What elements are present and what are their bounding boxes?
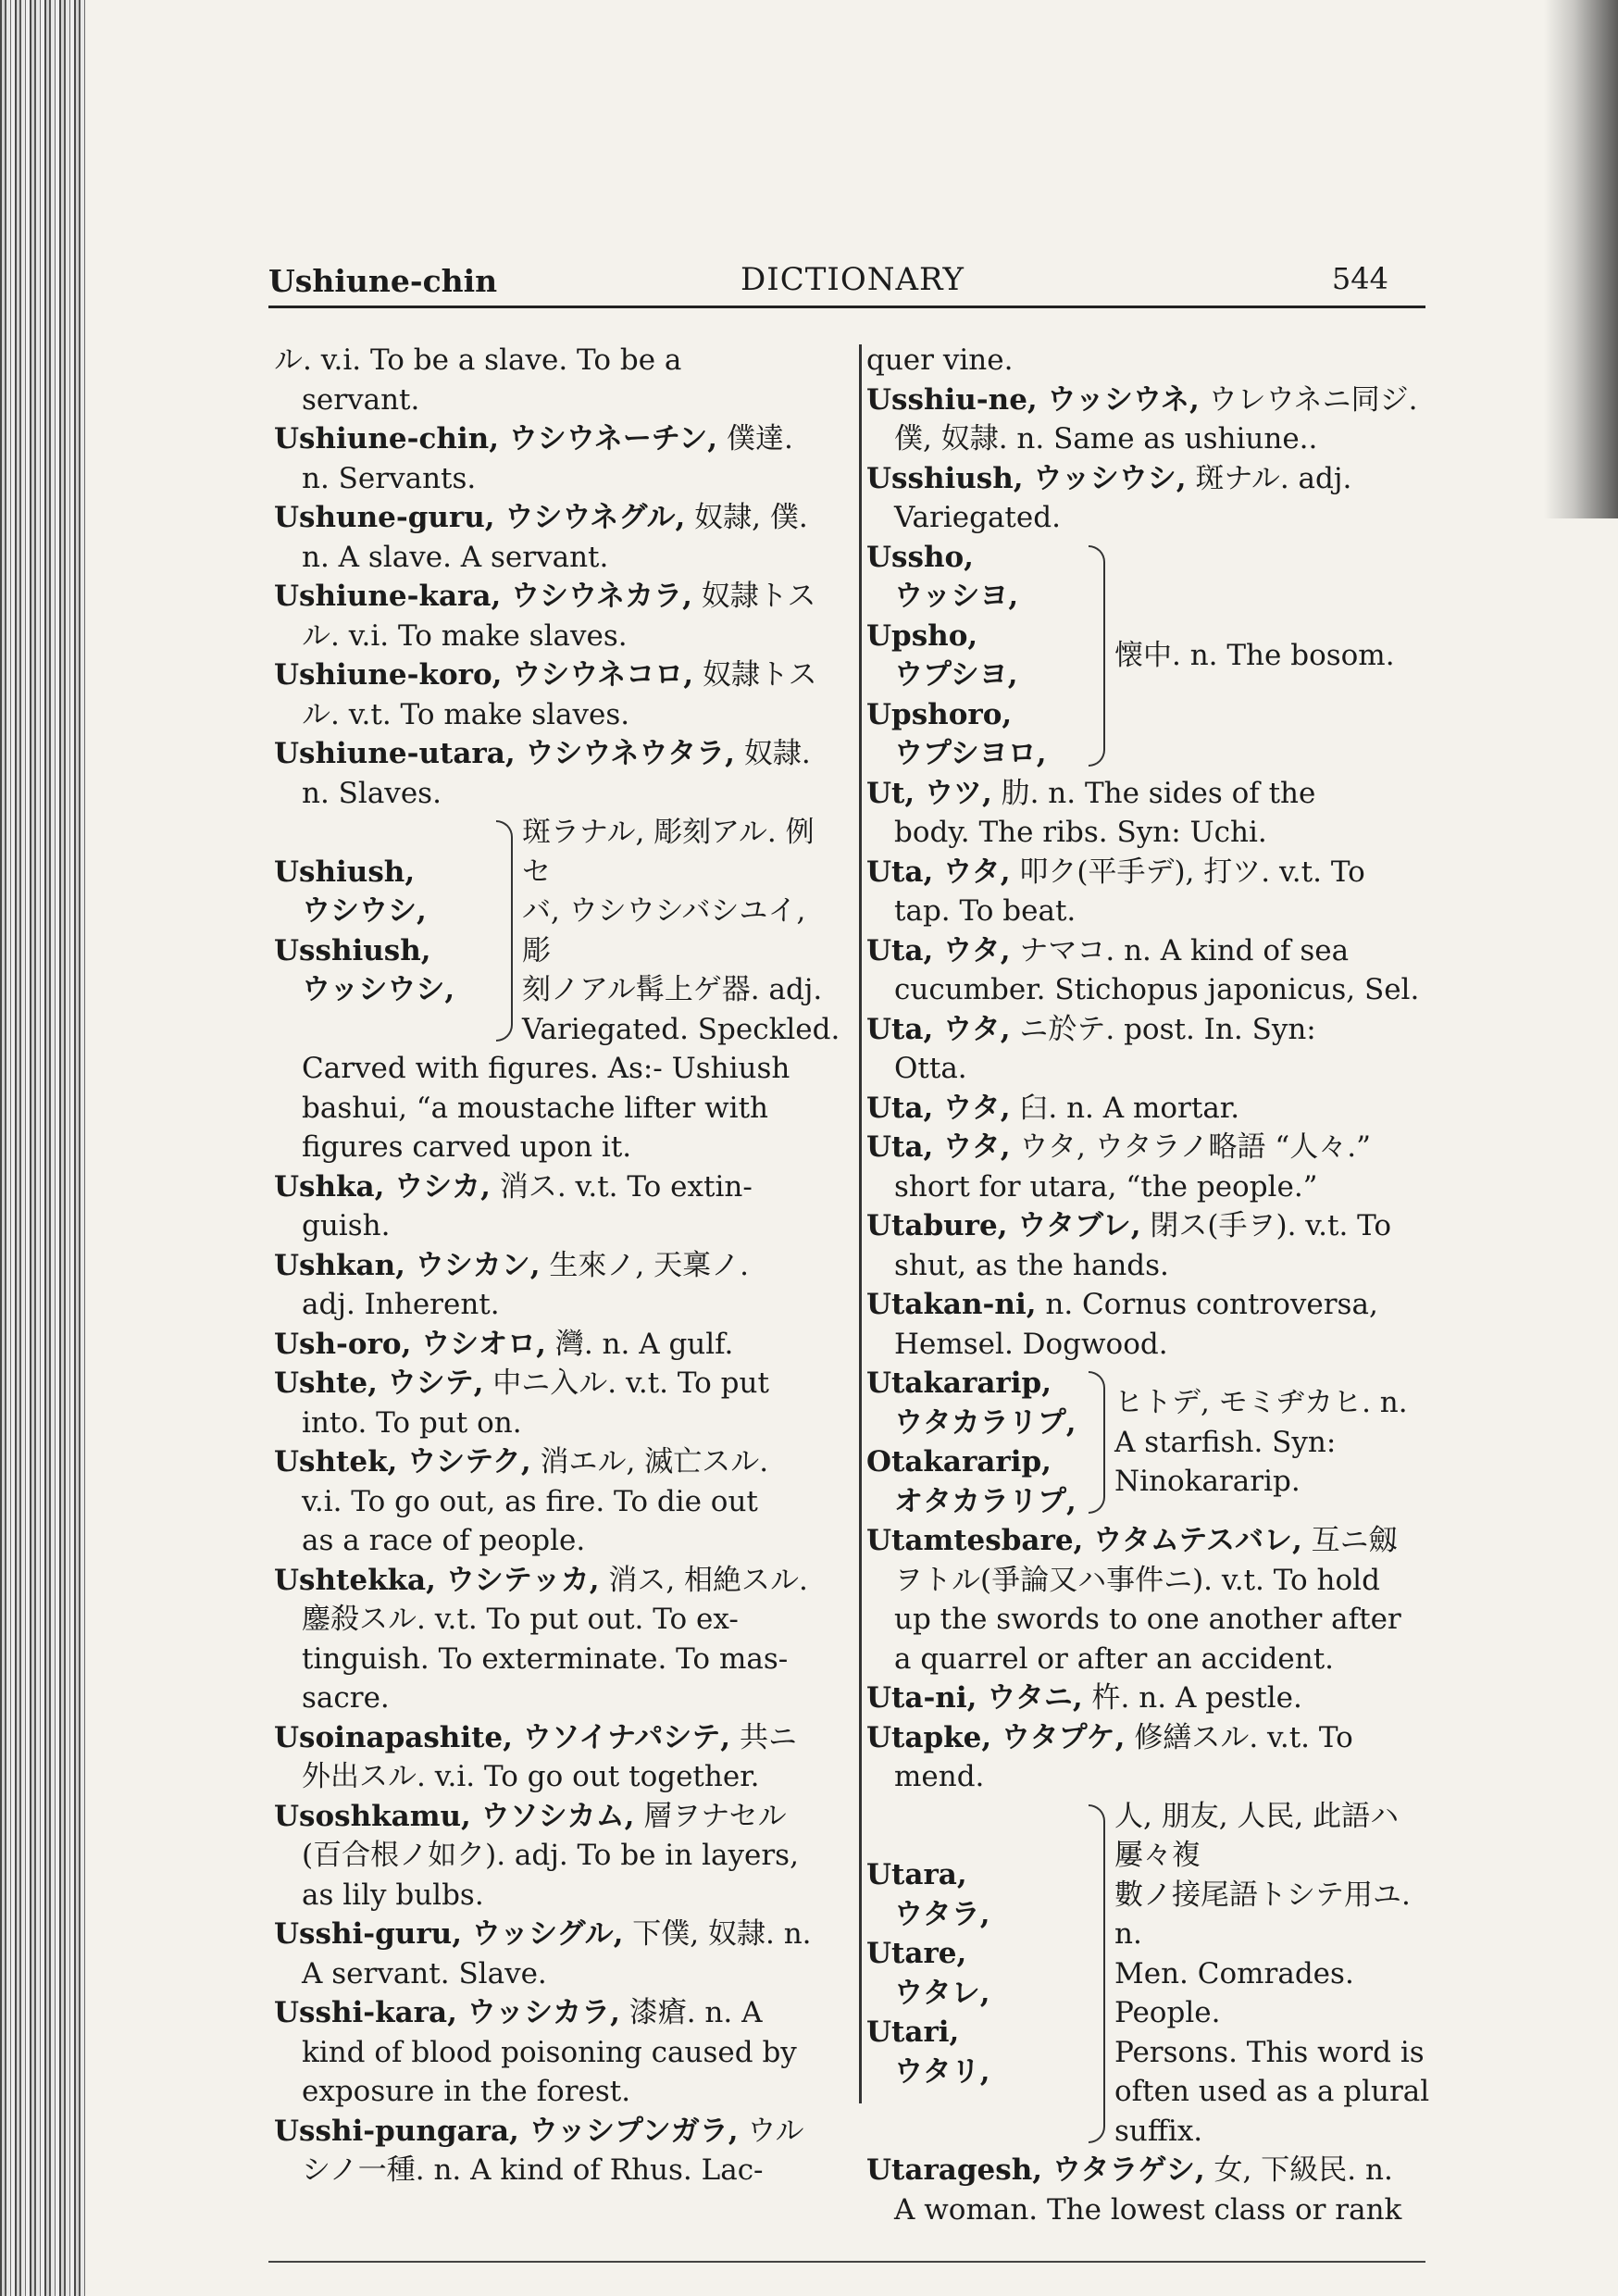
grouped-entry xyxy=(866,1364,1433,1521)
entry-first-line xyxy=(274,1167,840,1207)
entry-continuation-line: guish. xyxy=(302,1209,391,1242)
entry-first-line xyxy=(274,1246,840,1286)
grouped-headwords xyxy=(274,853,496,1010)
running-head-left: Ushiune-chin xyxy=(268,263,498,299)
headword: オタカラリプ, xyxy=(894,1484,1077,1518)
entry-first-line xyxy=(866,459,1433,499)
footer-rule xyxy=(268,2261,1425,2263)
entry-first-line xyxy=(274,655,840,695)
definition-text: 互ニ劔 xyxy=(1301,1524,1398,1557)
entry-first-line xyxy=(274,341,840,381)
definition-text: 消ス, 相絶スル. xyxy=(599,1563,808,1597)
definition-line: suffix. xyxy=(1114,2114,1203,2148)
dictionary-entry xyxy=(866,853,1433,931)
dictionary-entry xyxy=(866,1285,1433,1364)
definition-line: often used as a plural xyxy=(1114,2075,1430,2108)
entry-first-line xyxy=(866,774,1433,814)
grouped-headwords xyxy=(866,1364,1089,1521)
headword: Utamtesbare, ウタムテスバレ, xyxy=(866,1524,1302,1557)
headword: Uta, ウタ, xyxy=(866,1091,1011,1125)
definition-text: n. Cornus controversa, xyxy=(1036,1288,1378,1321)
headword: Uta, ウタ, xyxy=(866,855,1011,889)
headword: Upsho, xyxy=(866,618,978,653)
headword: Utakararip, xyxy=(866,1366,1052,1400)
definition-line: 刻ノアル髯上ゲ器. adj. xyxy=(522,973,823,1006)
definition-line: Variegated. Speckled. xyxy=(522,1012,840,1046)
headword: Ushiune-kara, ウシウネカラ, xyxy=(274,580,692,613)
definition-text: 女, 下級民. n. xyxy=(1204,2153,1393,2187)
headword: Ushtek, ウシテク, xyxy=(274,1445,531,1479)
definition-text: ウタ, ウタラノ略語 “人々.” xyxy=(1010,1130,1371,1164)
definition-text: ル. v.i. To be a slave. To be a xyxy=(274,343,682,377)
grouped-headwords xyxy=(866,1855,1089,2091)
definition-text: ナマコ. n. A kind of sea xyxy=(1010,933,1350,967)
headword: Usoshkamu, ウソシカム, xyxy=(274,1799,635,1833)
dictionary-entry xyxy=(866,1678,1433,1718)
headword: Utabure, ウタブレ, xyxy=(866,1209,1141,1242)
entry-first-line xyxy=(274,1915,840,1954)
entry-continuation-line: tinguish. To exterminate. To mas- xyxy=(302,1641,789,1676)
page-number: 544 xyxy=(1331,261,1388,296)
definition-text: 叩ク(平手デ), 打ツ. v.t. To xyxy=(1010,855,1365,889)
running-head-center: DICTIONARY xyxy=(741,261,965,298)
entry-continuation-line: tap. To beat. xyxy=(894,894,1077,928)
entry-first-line xyxy=(274,1561,840,1601)
definition-text: 下僕, 奴隷. n. xyxy=(623,1917,812,1951)
dictionary-entry xyxy=(866,1010,1433,1089)
dictionary-entry xyxy=(274,577,840,655)
entry-first-line xyxy=(866,381,1433,420)
definition-line: Ninokararip. xyxy=(1114,1465,1301,1499)
book-spine-edge xyxy=(0,0,85,2296)
headword: Utakan-ni, xyxy=(866,1288,1037,1321)
entry-continuation-line: シノ一種. n. A kind of Rhus. Lac- xyxy=(302,2153,764,2187)
entry-first-line xyxy=(274,1718,840,1758)
header-rule xyxy=(268,306,1425,308)
dictionary-entry xyxy=(274,2112,840,2190)
dictionary-entry xyxy=(274,1442,840,1561)
entry-first-line xyxy=(866,1128,1433,1167)
headword: Ushte, ウシテ, xyxy=(274,1366,484,1400)
entry-first-line xyxy=(274,1364,840,1404)
entry-first-line xyxy=(866,2151,1433,2190)
headword: Uta, ウタ, xyxy=(866,1130,1011,1164)
headword: Ushiush, xyxy=(274,855,416,889)
definition-line: バ, ウシウシバシユイ, 彫 xyxy=(522,894,806,967)
dictionary-entry xyxy=(274,1561,840,1718)
definition-text: 肋. n. The sides of the xyxy=(991,776,1316,810)
entry-continuation-line: mend. xyxy=(894,1760,985,1793)
definition-text: 修繕スル. v.t. To xyxy=(1125,1720,1353,1754)
headword: Usshiu-ne, ウッシウネ, xyxy=(866,382,1200,417)
entry-continuation-line: ル. v.i. To make slaves. xyxy=(302,618,628,653)
dictionary-entry xyxy=(866,1206,1433,1285)
dictionary-entry xyxy=(274,341,840,419)
dictionary-entry xyxy=(274,1325,840,1365)
headword: Ushka, ウシカ, xyxy=(274,1169,491,1204)
headword: Utara, xyxy=(866,1858,967,1892)
dictionary-entry xyxy=(274,1797,840,1915)
dictionary-entry xyxy=(866,381,1433,459)
headword: ウタリ, xyxy=(894,2054,990,2089)
grouped-definition xyxy=(1114,636,1433,676)
definition-line: Persons. This word is xyxy=(1114,2035,1425,2069)
headword: Usshi-pungara, ウッシプンガラ, xyxy=(274,2114,739,2148)
entry-continuation-line: Variegated. xyxy=(894,501,1061,534)
definition-text: 層ヲナセル xyxy=(634,1799,787,1833)
definition-text: 斑ナル. adj. xyxy=(1186,461,1352,495)
entry-continuation-line: v.i. To go out, as fire. To die out xyxy=(302,1484,758,1518)
definition-line: 數ノ接尾語トシテ用ユ. n. xyxy=(1114,1878,1411,1951)
entry-continuation-line: up the swords to one another after xyxy=(894,1603,1401,1636)
definition-text: 閉ス(手ヲ). v.t. To xyxy=(1140,1209,1392,1242)
entry-continuation-line: 鏖殺スル. v.t. To put out. To ex- xyxy=(302,1603,739,1636)
headword: Utari, xyxy=(866,2015,960,2050)
entry-continuation-line: a quarrel or after an accident. xyxy=(894,1641,1335,1676)
dictionary-entry xyxy=(866,1718,1433,1797)
grouped-entry xyxy=(866,538,1433,774)
entry-continuation-line: Carved with figures. As:- Ushiush xyxy=(302,1052,790,1085)
dictionary-entry xyxy=(866,459,1433,538)
dictionary-entry xyxy=(274,1364,840,1442)
entry-first-line xyxy=(866,853,1433,892)
definition-line: 斑ラナル, 彫刻アル. 例セ xyxy=(522,816,815,889)
entry-continuation-line: into. To put on. xyxy=(302,1405,522,1440)
entry-first-line xyxy=(274,1325,840,1365)
headword: Ushune-guru, ウシウネグル, xyxy=(274,501,686,534)
dictionary-entry xyxy=(866,1128,1433,1206)
headword: Usshi-guru, ウッシグル, xyxy=(274,1917,624,1951)
headword: Uta-ni, ウタニ, xyxy=(866,1681,1083,1715)
entry-first-line xyxy=(274,1797,840,1837)
headword: ウッシウシ, xyxy=(302,973,455,1006)
entry-continuation-line: as lily bulbs. xyxy=(302,1878,484,1912)
entry-continuation-line: body. The ribs. Syn: Uchi. xyxy=(894,816,1267,849)
entry-first-line xyxy=(866,1285,1433,1325)
entry-continuation-line: n. A slave. A servant. xyxy=(302,540,609,574)
definition-text: 漆瘡. n. A xyxy=(619,1996,763,2029)
entry-continuation-line: exposure in the forest. xyxy=(302,2075,631,2108)
definition-text: 僕達. xyxy=(717,422,793,455)
headword: ウタレ, xyxy=(894,1976,990,2010)
definition-line: A starfish. Syn: xyxy=(1114,1425,1337,1459)
dictionary-entry xyxy=(866,341,1433,381)
entry-continuation-line: adj. Inherent. xyxy=(302,1288,500,1321)
definition-line: 人, 朋友, 人民, 此語ハ屢々複 xyxy=(1114,1799,1400,1872)
entry-continuation-line: (百合根ノ如ク). adj. To be in layers, xyxy=(302,1839,799,1872)
definition-text: 消ス. v.t. To extin- xyxy=(490,1169,753,1204)
entry-continuation-line: Otta. xyxy=(894,1052,967,1085)
definition-line: Men. Comrades. People. xyxy=(1114,1956,1354,2029)
entry-continuation-line: ヲトル(爭論又ハ事件ニ). v.t. To hold xyxy=(894,1563,1380,1597)
entry-first-line xyxy=(866,1010,1433,1050)
headword: Ushiune-chin, ウシウネーチン, xyxy=(274,422,718,455)
headword: Ushiune-utara, ウシウネウタラ, xyxy=(274,737,735,770)
headword: Uta, ウタ, xyxy=(866,933,1011,967)
entry-continuation-line: sacre. xyxy=(302,1681,390,1715)
dictionary-entry xyxy=(274,498,840,577)
dictionary-entry xyxy=(866,2151,1433,2229)
headword: Ush-oro, ウシオロ, xyxy=(274,1327,546,1361)
headword: Utare, xyxy=(866,1937,967,1971)
grouped-definition xyxy=(1114,1383,1433,1502)
entry-continuation-line: ル. v.t. To make slaves. xyxy=(302,697,630,731)
headword: ウタラ, xyxy=(894,1897,990,1931)
entry-first-line xyxy=(274,498,840,538)
definition-text: 奴隷. xyxy=(734,737,811,770)
headword: Usshiush, xyxy=(274,933,431,967)
entry-continuation-line: servant. xyxy=(302,382,420,417)
entry-first-line xyxy=(274,1993,840,2033)
dictionary-entry xyxy=(274,419,840,498)
column-divider xyxy=(859,344,862,2103)
definition-text: 共ニ xyxy=(730,1720,797,1754)
headword: Usoinapashite, ウソイナパシテ, xyxy=(274,1720,731,1754)
page-header xyxy=(268,257,1425,304)
definition-text: quer vine. xyxy=(866,343,1014,377)
entry-first-line xyxy=(866,1718,1433,1758)
brace-mark xyxy=(1089,1804,1105,2144)
dictionary-entry xyxy=(866,1089,1433,1129)
headword: Ushkan, ウシカン, xyxy=(274,1248,541,1282)
dictionary-entry xyxy=(866,931,1433,1010)
definition-text: 消エル, 滅亡スル. xyxy=(530,1445,769,1479)
entry-first-line xyxy=(274,577,840,617)
entry-continuation-line: kind of blood poisoning caused by xyxy=(302,2035,797,2069)
definition-line: 懐中. n. The bosom. xyxy=(1114,638,1395,672)
headword: Ushiune-koro, ウシウネコロ, xyxy=(274,658,694,692)
entry-first-line xyxy=(866,931,1433,971)
grouped-definition xyxy=(522,813,840,1049)
entry-continuation-line: A servant. Slave. xyxy=(302,1956,547,1990)
headword: ウタカラリプ, xyxy=(894,1405,1077,1440)
entry-continuation-line: short for utara, “the people.” xyxy=(894,1169,1318,1204)
brace-mark xyxy=(496,820,513,1042)
headword: Usshiush, ウッシウシ, xyxy=(866,461,1187,495)
entry-continuation-line: A woman. The lowest class or rank xyxy=(894,2192,1402,2227)
definition-text: 臼. n. A mortar. xyxy=(1010,1091,1240,1125)
definition-line: ヒトデ, モミヂカヒ. n. xyxy=(1114,1386,1408,1420)
dictionary-entry xyxy=(274,1915,840,1993)
definition-text: 奴隷トス xyxy=(691,580,816,613)
entry-first-line xyxy=(274,1442,840,1482)
entry-continuation-line: shut, as the hands. xyxy=(894,1248,1169,1282)
headword: Utapke, ウタプケ, xyxy=(866,1720,1126,1754)
entry-continuation-line: n. Servants. xyxy=(302,461,477,495)
entry-continuation-line: cucumber. Stichopus japonicus, Sel. xyxy=(894,973,1420,1006)
entry-continuation-line: figures carved upon it. xyxy=(302,1130,632,1164)
dictionary-entry xyxy=(274,1246,840,1325)
definition-text: 奴隷トス xyxy=(693,658,817,692)
brace-mark xyxy=(1089,545,1105,767)
entry-first-line xyxy=(866,341,1433,381)
headword: Uta, ウタ, xyxy=(866,1012,1011,1046)
headword: Otakararip, xyxy=(866,1445,1052,1479)
entry-continuation-line: as a race of people. xyxy=(302,1524,586,1557)
headword: Upshoro, xyxy=(866,697,1013,731)
headword: ウプシヨ, xyxy=(894,658,1018,692)
right-column xyxy=(866,341,1433,2229)
dictionary-entry xyxy=(274,734,840,813)
grouped-headwords xyxy=(866,538,1089,774)
entry-first-line xyxy=(866,1521,1433,1561)
entry-first-line xyxy=(274,419,840,459)
definition-text: 生來ノ, 天稟ノ. xyxy=(540,1248,749,1282)
headword: Usshi-kara, ウッシカラ, xyxy=(274,1996,620,2029)
definition-text: 中ニ入ル. v.t. To put xyxy=(483,1366,769,1400)
entry-continuation-line: 僕, 奴隷. n. Same as ushiune.. xyxy=(894,422,1318,455)
brace-mark xyxy=(1089,1371,1105,1514)
entry-first-line xyxy=(274,2112,840,2152)
headword: Utaragesh, ウタラゲシ, xyxy=(866,2153,1205,2187)
definition-text: ウル xyxy=(738,2114,804,2148)
grouped-entry xyxy=(274,813,840,1167)
definition-text: 杵. n. A pestle. xyxy=(1082,1681,1302,1715)
entry-first-line xyxy=(866,1089,1433,1129)
dictionary-entry xyxy=(274,655,840,734)
headword: ウプシヨロ, xyxy=(894,737,1047,770)
entry-continuation-line: Hemsel. Dogwood. xyxy=(894,1327,1168,1361)
grouped-definition xyxy=(1114,1797,1433,2152)
entry-first-line xyxy=(866,1678,1433,1718)
entry-first-line xyxy=(274,734,840,774)
dictionary-entry xyxy=(866,1521,1433,1678)
headword: ウシウシ, xyxy=(302,894,427,928)
definition-text: ニ於テ. post. In. Syn: xyxy=(1010,1012,1316,1046)
definition-text: 灣. n. A gulf. xyxy=(545,1327,734,1361)
dictionary-entry xyxy=(866,774,1433,853)
grouped-entry xyxy=(866,1797,1433,2152)
page-corner-shadow xyxy=(1544,0,1618,518)
entry-continuation-line: 外出スル. v.i. To go out together. xyxy=(302,1760,760,1793)
left-column xyxy=(274,341,840,2190)
entry-first-line xyxy=(866,1206,1433,1246)
headword: Ut, ウツ, xyxy=(866,776,992,810)
entry-continuation-line: n. Slaves. xyxy=(302,776,442,810)
dictionary-entry xyxy=(274,1993,840,2112)
dictionary-entry xyxy=(274,1167,840,1246)
headword: ウッシヨ, xyxy=(894,580,1019,613)
entry-continuation-line: bashui, “a moustache lifter with xyxy=(302,1091,769,1125)
definition-text: 奴隷, 僕. xyxy=(685,501,808,534)
dictionary-entry xyxy=(274,1718,840,1797)
definition-text: ウレウネニ同ジ. xyxy=(1199,382,1418,417)
headword: Ussho, xyxy=(866,540,974,574)
headword: Ushtekka, ウシテッカ, xyxy=(274,1563,600,1597)
